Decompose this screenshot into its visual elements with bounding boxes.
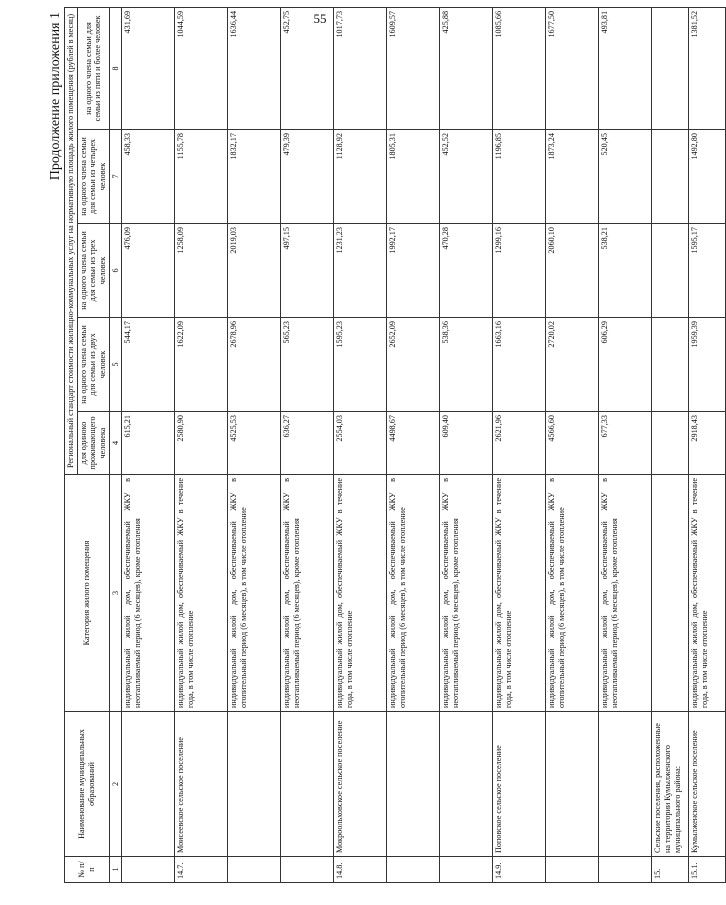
row-category: индивидуальный жилой дом, обеспечиваемый ЖКУ в неотапливаемый период (6 месяцев), кроме отопления bbox=[440, 475, 493, 712]
row-category: индивидуальный жилой дом, обеспечиваемый ЖКУ в неотапливаемый период (6 месяцев), кроме отопления bbox=[599, 475, 652, 712]
row-name bbox=[387, 712, 440, 857]
row-num bbox=[281, 857, 334, 883]
table-row bbox=[440, 7, 493, 882]
value-family-2: 2678,96 bbox=[228, 318, 281, 412]
value-single: 2580,90 bbox=[175, 412, 228, 475]
row-name bbox=[440, 712, 493, 857]
row-category: индивидуальный жилой дом, обеспечиваемый ЖКУ в течение года, в том числе отопление bbox=[493, 475, 546, 712]
table-row bbox=[652, 7, 689, 882]
value-family-3: 476,09 bbox=[122, 224, 175, 318]
row-name bbox=[228, 712, 281, 857]
row-name bbox=[122, 712, 175, 857]
col-number: 5 bbox=[109, 318, 122, 412]
row-num: 14.8. bbox=[334, 857, 387, 883]
row-category: индивидуальный жилой дом, обеспечиваемый ЖКУ в отопительный период (6 месяцев), в том числе отопление bbox=[546, 475, 599, 712]
value-family-2: 2652,09 bbox=[387, 318, 440, 412]
header-sub-3: на одного члена семьи для семьи из трех человек bbox=[77, 224, 109, 318]
table-row bbox=[493, 7, 546, 882]
row-category: индивидуальный жилой дом, обеспечиваемый ЖКУ в течение года, в том числе отопление bbox=[175, 475, 228, 712]
row-num: 15. bbox=[652, 857, 689, 883]
value-family-2 bbox=[652, 318, 689, 412]
col-number: 4 bbox=[109, 412, 122, 475]
row-num bbox=[228, 857, 281, 883]
value-family-5: 1636,44 bbox=[228, 7, 281, 129]
value-family-5: 1085,66 bbox=[493, 7, 546, 129]
value-family-4: 452,52 bbox=[440, 130, 493, 224]
value-family-5: 1609,57 bbox=[387, 7, 440, 129]
value-family-4: 458,33 bbox=[122, 130, 175, 224]
value-single: 677,33 bbox=[599, 412, 652, 475]
value-family-5: 1381,52 bbox=[689, 7, 726, 129]
row-category: индивидуальный жилой дом, обеспечиваемый ЖКУ в течение года, в том числе отопление bbox=[334, 475, 387, 712]
value-family-4: 1128,92 bbox=[334, 130, 387, 224]
value-family-3: 1595,17 bbox=[689, 224, 726, 318]
row-num bbox=[387, 857, 440, 883]
page-number: 55 bbox=[313, 11, 327, 26]
row-name bbox=[546, 712, 599, 857]
value-family-2: 1959,39 bbox=[689, 318, 726, 412]
table-row bbox=[122, 7, 175, 882]
value-family-3: 1231,23 bbox=[334, 224, 387, 318]
column-numbers-row bbox=[109, 7, 122, 882]
header-standard: Региональный стандарт стоимости жилищно-коммунальных услуг на нормативную площадь жилого помещения (рублей в месяц) bbox=[65, 7, 78, 474]
value-single: 609,40 bbox=[440, 412, 493, 475]
value-single: 4525,53 bbox=[228, 412, 281, 475]
value-single bbox=[652, 412, 689, 475]
value-family-2: 538,36 bbox=[440, 318, 493, 412]
table-row bbox=[281, 7, 334, 882]
value-family-4: 1492,80 bbox=[689, 130, 726, 224]
value-single: 2621,96 bbox=[493, 412, 546, 475]
caption: Продолжение приложения 1 bbox=[48, 12, 63, 181]
row-name: Мокроольховское сельское поселение bbox=[334, 712, 387, 857]
value-single: 636,27 bbox=[281, 412, 334, 475]
col-number: 3 bbox=[109, 475, 122, 712]
value-family-2: 1663,16 bbox=[493, 318, 546, 412]
value-single: 4566,60 bbox=[546, 412, 599, 475]
col-number: 8 bbox=[109, 7, 122, 129]
value-family-3: 2019,03 bbox=[228, 224, 281, 318]
row-category: индивидуальный жилой дом, обеспечиваемый ЖКУ в неотапливаемый период (6 месяцев), кроме отопления bbox=[281, 475, 334, 712]
table-row bbox=[387, 7, 440, 882]
value-family-3: 538,21 bbox=[599, 224, 652, 318]
value-family-3: 1258,09 bbox=[175, 224, 228, 318]
table-row bbox=[689, 7, 726, 882]
row-name: Поповское сельское поселение bbox=[493, 712, 546, 857]
table-row bbox=[334, 7, 387, 882]
header-sub-5: на одного члена семьи для семьи из пяти и более человек bbox=[77, 7, 109, 129]
header-category: Категория жилого помещения bbox=[65, 475, 110, 712]
row-num: 15.1. bbox=[689, 857, 726, 883]
col-number: 2 bbox=[109, 712, 122, 857]
table-row bbox=[175, 7, 228, 882]
col-number: 1 bbox=[109, 857, 122, 883]
row-name bbox=[599, 712, 652, 857]
value-family-5: 431,69 bbox=[122, 7, 175, 129]
value-family-4 bbox=[652, 130, 689, 224]
value-family-4: 1155,78 bbox=[175, 130, 228, 224]
row-num bbox=[122, 857, 175, 883]
value-single: 615,21 bbox=[122, 412, 175, 475]
row-num bbox=[599, 857, 652, 883]
row-num bbox=[546, 857, 599, 883]
value-family-2: 1622,09 bbox=[175, 318, 228, 412]
row-name bbox=[281, 712, 334, 857]
row-category: индивидуальный жилой дом, обеспечиваемый ЖКУ в отопительный период (6 месяцев), в том числе отопление bbox=[228, 475, 281, 712]
col-number: 6 bbox=[109, 224, 122, 318]
row-category bbox=[652, 475, 689, 712]
value-single: 4498,67 bbox=[387, 412, 440, 475]
value-family-5: 1677,50 bbox=[546, 7, 599, 129]
value-family-2: 606,29 bbox=[599, 318, 652, 412]
header-sub-4: на одного члена семьи для семьи из четырех человек bbox=[77, 130, 109, 224]
value-family-5 bbox=[652, 7, 689, 129]
row-name: Моисеевское сельское поселение bbox=[175, 712, 228, 857]
value-single: 2918,43 bbox=[689, 412, 726, 475]
header-municipality: Наименование муниципальных образований bbox=[65, 712, 110, 857]
value-family-5: 425,88 bbox=[440, 7, 493, 129]
col-number: 7 bbox=[109, 130, 122, 224]
value-family-2: 565,23 bbox=[281, 318, 334, 412]
value-single: 2554,03 bbox=[334, 412, 387, 475]
value-family-5: 1017,73 bbox=[334, 7, 387, 129]
row-category: индивидуальный жилой дом, обеспечиваемый ЖКУ в неотапливаемый период (6 месяцев), кроме отопления bbox=[122, 475, 175, 712]
value-family-4: 1805,31 bbox=[387, 130, 440, 224]
value-family-3: 2060,10 bbox=[546, 224, 599, 318]
row-num bbox=[440, 857, 493, 883]
header-sub-1: для одиноко проживающего человека bbox=[77, 412, 109, 475]
value-family-5: 493,81 bbox=[599, 7, 652, 129]
row-name: Сельские поселения, расположенные на территории Кумылженского муниципального района: bbox=[652, 712, 689, 857]
header-sub-2: на одного члена семьи для семьи из двух человек bbox=[77, 318, 109, 412]
value-family-4: 1873,24 bbox=[546, 130, 599, 224]
row-num: 14.9. bbox=[493, 857, 546, 883]
row-name: Кумылженское сельское поселение bbox=[689, 712, 726, 857]
value-family-3: 497,15 bbox=[281, 224, 334, 318]
value-family-3: 1992,17 bbox=[387, 224, 440, 318]
table-row bbox=[546, 7, 599, 882]
row-num: 14.7. bbox=[175, 857, 228, 883]
cost-table bbox=[64, 7, 726, 883]
value-family-5: 452,75 bbox=[281, 7, 334, 129]
table-row bbox=[599, 7, 652, 882]
value-family-2: 544,17 bbox=[122, 318, 175, 412]
row-category: индивидуальный жилой дом, обеспечиваемый ЖКУ в течение года, в том числе отопление bbox=[689, 475, 726, 712]
value-family-3: 470,28 bbox=[440, 224, 493, 318]
value-family-5: 1044,59 bbox=[175, 7, 228, 129]
value-family-2: 1595,23 bbox=[334, 318, 387, 412]
value-family-4: 479,39 bbox=[281, 130, 334, 224]
value-family-3: 1299,16 bbox=[493, 224, 546, 318]
row-category: индивидуальный жилой дом, обеспечиваемый ЖКУ в отопительный период (6 месяцев), в том числе отопление bbox=[387, 475, 440, 712]
value-family-4: 1832,17 bbox=[228, 130, 281, 224]
header-num: № п/п bbox=[65, 857, 110, 883]
value-family-3 bbox=[652, 224, 689, 318]
value-family-4: 520,45 bbox=[599, 130, 652, 224]
table-row bbox=[228, 7, 281, 882]
value-family-4: 1196,85 bbox=[493, 130, 546, 224]
value-family-2: 2720,02 bbox=[546, 318, 599, 412]
